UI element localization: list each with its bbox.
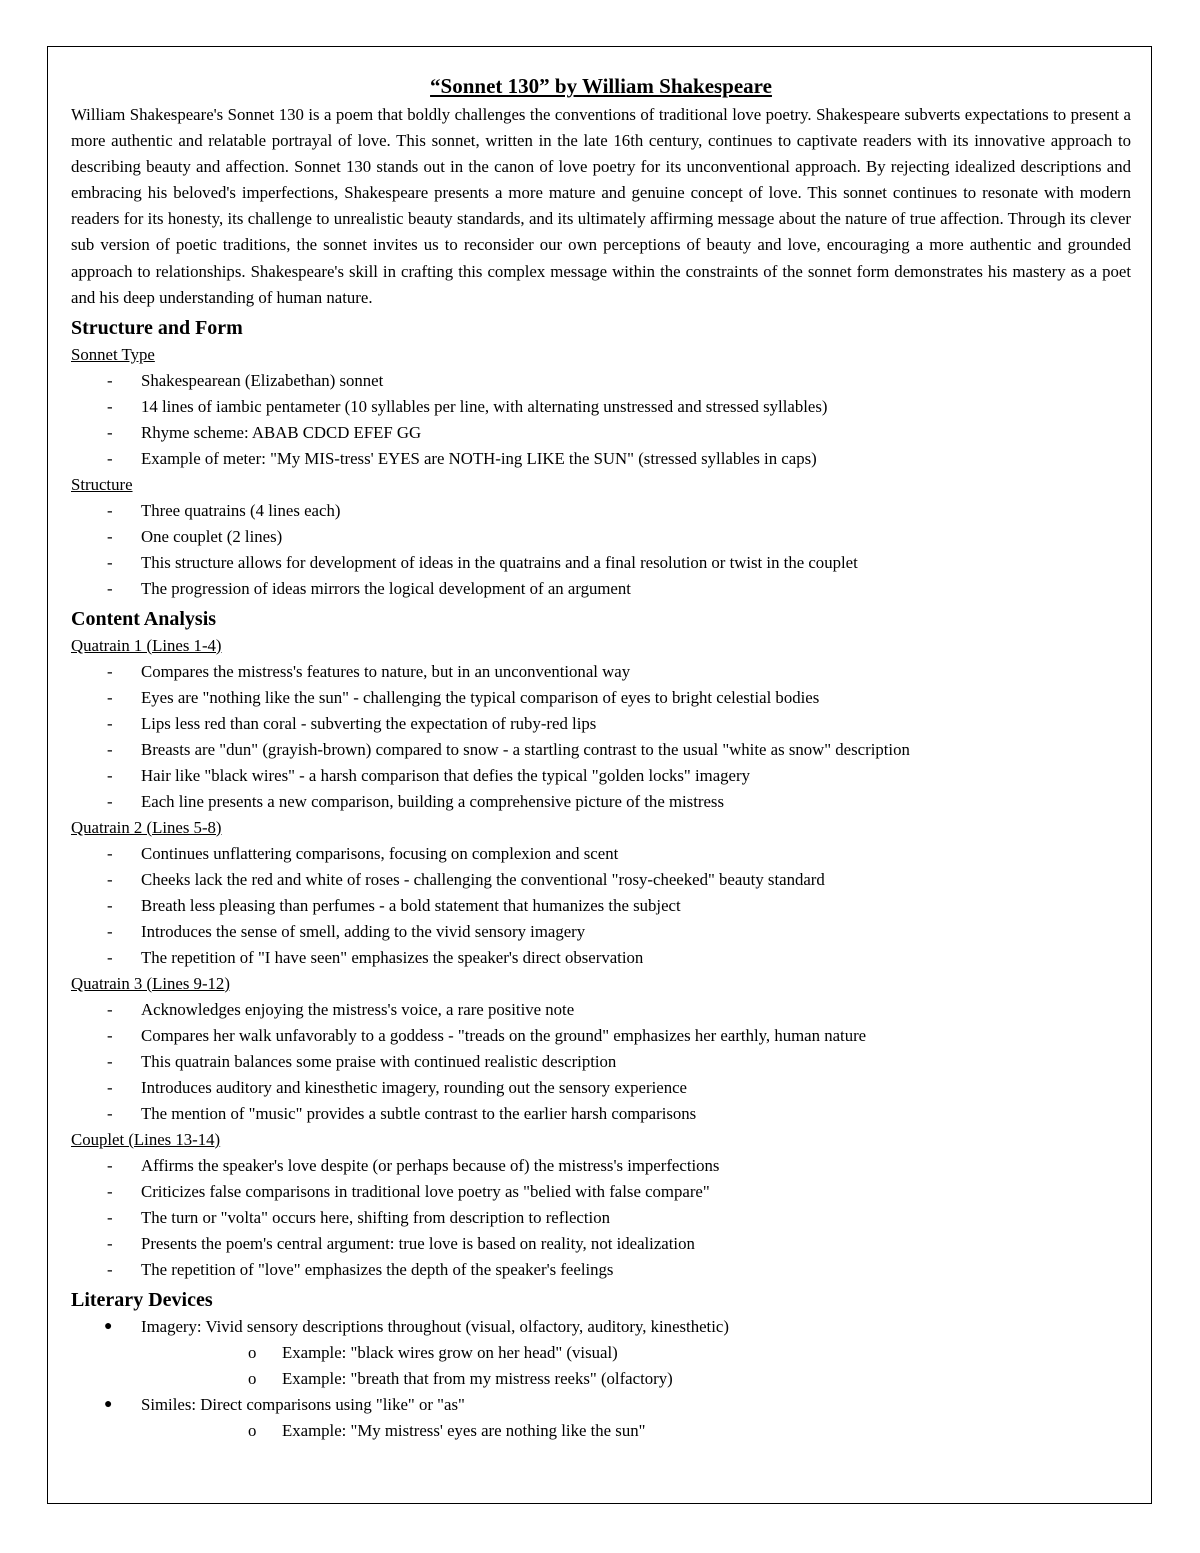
document-title: “Sonnet 130” by William Shakespeare [430, 74, 772, 98]
document-body [71, 70, 1131, 1444]
list-item: - Presents the poem's central argument: true love is based on reality, not idealization [71, 1231, 1131, 1257]
list-item: - Compares the mistress's features to nature, but in an unconventional way [71, 659, 1131, 685]
list-item: - Criticizes false comparisons in traditional love poetry as "belied with false compare" [71, 1179, 1131, 1205]
circle-marker: o [248, 1368, 257, 1388]
subheading-sonnet-type: Sonnet Type [71, 344, 155, 364]
section-heading-structure-and-form: Structure and Form [71, 316, 243, 339]
list-item: - Eyes are "nothing like the sun" - challenging the typical comparison of eyes to bright celestial bodies [71, 685, 1131, 711]
list-item: - The repetition of "love" emphasizes the depth of the speaker's feelings [71, 1257, 1131, 1283]
dash-marker: - [107, 578, 113, 598]
list-item: - Example of meter: "My MIS-tress' EYES are NOTH-ing LIKE the SUN" (stressed syllables in caps) [71, 446, 1131, 472]
dash-marker: - [107, 396, 113, 416]
subheading-structure: Structure [71, 474, 133, 494]
dash-marker: - [107, 921, 113, 941]
list-item: - Rhyme scheme: ABAB CDCD EFEF GG [71, 420, 1131, 446]
section-heading-content-analysis: Content Analysis [71, 607, 217, 630]
list-item: - Breath less pleasing than perfumes - a bold statement that humanizes the subject [71, 893, 1131, 919]
intro-paragraph: William Shakespeare's Sonnet 130 is a poem that boldly challenges the conventions of traditional love poetry. Shakespeare subverts expectations to present a more authentic and relatable portrayal of love. This sonnet, written in the late 16th century, continues to captivate readers with its innovative approach to describing beauty and affection. Sonnet 130 stands out in the canon of love poetry for its unconventional approach. By rejecting idealized descriptions and embracing his beloved's imperfections, Shakespeare presents a more mature and genuine concept of love. This sonnet continues to resonate with modern readers for its honesty, its challenge to unrealistic beauty standards, and its ultimately affirming message about the nature of true affection. Through its clever sub version of poetic traditions, the sonnet invites us to reconsider our own perceptions of beauty and love, encouraging a more authentic and grounded approach to relationships. Shakespeare's skill in crafting this complex message within the constraints of the sonnet form demonstrates his mastery as a poet and his deep understanding of human nature. [71, 105, 1131, 307]
list-item: - The progression of ideas mirrors the logical development of an argument [71, 576, 1131, 602]
dash-marker: - [107, 739, 113, 759]
dash-marker: - [107, 500, 113, 520]
dash-marker: - [107, 843, 113, 863]
list-item: - Hair like "black wires" - a harsh comparison that defies the typical "golden locks" imagery [71, 763, 1131, 789]
section-heading-literary-devices: Literary Devices [71, 1288, 213, 1311]
list-item: - Introduces auditory and kinesthetic imagery, rounding out the sensory experience [71, 1075, 1131, 1101]
list-item: - One couplet (2 lines) [71, 524, 1131, 550]
quatrain-3-list [71, 997, 1131, 1127]
quatrain-1-list [71, 659, 1131, 815]
list-item: - 14 lines of iambic pentameter (10 syllables per line, with alternating unstressed and stressed syllables) [71, 394, 1131, 420]
dash-marker: - [107, 422, 113, 442]
list-item: - Acknowledges enjoying the mistress's voice, a rare positive note [71, 997, 1131, 1023]
list-item: - The repetition of "I have seen" emphasizes the speaker's direct observation [71, 945, 1131, 971]
sonnet-type-list [71, 368, 1131, 472]
dash-marker: - [107, 765, 113, 785]
list-item: - Continues unflattering comparisons, focusing on complexion and scent [71, 841, 1131, 867]
list-item: - Each line presents a new comparison, building a comprehensive picture of the mistress [71, 789, 1131, 815]
list-item: - Three quatrains (4 lines each) [71, 498, 1131, 524]
list-item: - Lips less red than coral - subverting the expectation of ruby-red lips [71, 711, 1131, 737]
bullet-marker: ● [104, 1396, 113, 1412]
dash-marker: - [107, 1051, 113, 1071]
similes-examples-list [141, 1418, 1131, 1444]
dash-marker: - [107, 947, 113, 967]
dash-marker: - [107, 526, 113, 546]
list-item: o Example: "breath that from my mistress reeks" (olfactory) [141, 1366, 1131, 1392]
dash-marker: - [107, 1077, 113, 1097]
list-item: - Cheeks lack the red and white of roses - challenging the conventional "rosy-cheeked" beauty standard [71, 867, 1131, 893]
circle-marker: o [248, 1420, 257, 1440]
list-item: - Breasts are "dun" (grayish-brown) compared to snow - a startling contrast to the usual "white as snow" description [71, 737, 1131, 763]
dash-marker: - [107, 869, 113, 889]
subheading-quatrain-2: Quatrain 2 (Lines 5-8) [71, 817, 222, 837]
dash-marker: - [107, 1233, 113, 1253]
couplet-list [71, 1153, 1131, 1283]
dash-marker: - [107, 1259, 113, 1279]
dash-marker: - [107, 1207, 113, 1227]
imagery-examples-list [141, 1340, 1131, 1392]
list-item: - This structure allows for development of ideas in the quatrains and a final resolution or twist in the couplet [71, 550, 1131, 576]
dash-marker: - [107, 370, 113, 390]
list-item: - Affirms the speaker's love despite (or perhaps because of) the mistress's imperfections [71, 1153, 1131, 1179]
list-item: - The turn or "volta" occurs here, shifting from description to reflection [71, 1205, 1131, 1231]
dash-marker: - [107, 661, 113, 681]
literary-devices-list [71, 1314, 1131, 1444]
dash-marker: - [107, 1155, 113, 1175]
list-item-imagery: ● Imagery: Vivid sensory descriptions throughout (visual, olfactory, auditory, kinesthetic) o Example: "black wires grow on her head" (visual) o Example: "breath that from my mistress reeks" (olfactory) [71, 1314, 1131, 1392]
dash-marker: - [107, 713, 113, 733]
dash-marker: - [107, 999, 113, 1019]
list-item: o Example: "black wires grow on her head" (visual) [141, 1340, 1131, 1366]
subheading-quatrain-3: Quatrain 3 (Lines 9-12) [71, 973, 230, 993]
dash-marker: - [107, 1181, 113, 1201]
quatrain-2-list [71, 841, 1131, 971]
dash-marker: - [107, 895, 113, 915]
bullet-marker: ● [104, 1318, 113, 1334]
dash-marker: - [107, 791, 113, 811]
list-item: o Example: "My mistress' eyes are nothing like the sun" [141, 1418, 1131, 1444]
dash-marker: - [107, 1025, 113, 1045]
dash-marker: - [107, 448, 113, 468]
list-item: - Introduces the sense of smell, adding to the vivid sensory imagery [71, 919, 1131, 945]
list-item: - Compares her walk unfavorably to a goddess - "treads on the ground" emphasizes her earthly, human nature [71, 1023, 1131, 1049]
subheading-quatrain-1: Quatrain 1 (Lines 1-4) [71, 635, 222, 655]
list-item: - Shakespearean (Elizabethan) sonnet [71, 368, 1131, 394]
list-item: - The mention of "music" provides a subtle contrast to the earlier harsh comparisons [71, 1101, 1131, 1127]
list-item: - This quatrain balances some praise with continued realistic description [71, 1049, 1131, 1075]
structure-list [71, 498, 1131, 602]
list-item-similes: ● Similes: Direct comparisons using "like" or "as" o Example: "My mistress' eyes are nothing like the sun" [71, 1392, 1131, 1444]
dash-marker: - [107, 687, 113, 707]
subheading-couplet: Couplet (Lines 13-14) [71, 1129, 221, 1149]
dash-marker: - [107, 552, 113, 572]
dash-marker: - [107, 1103, 113, 1123]
circle-marker: o [248, 1342, 257, 1362]
